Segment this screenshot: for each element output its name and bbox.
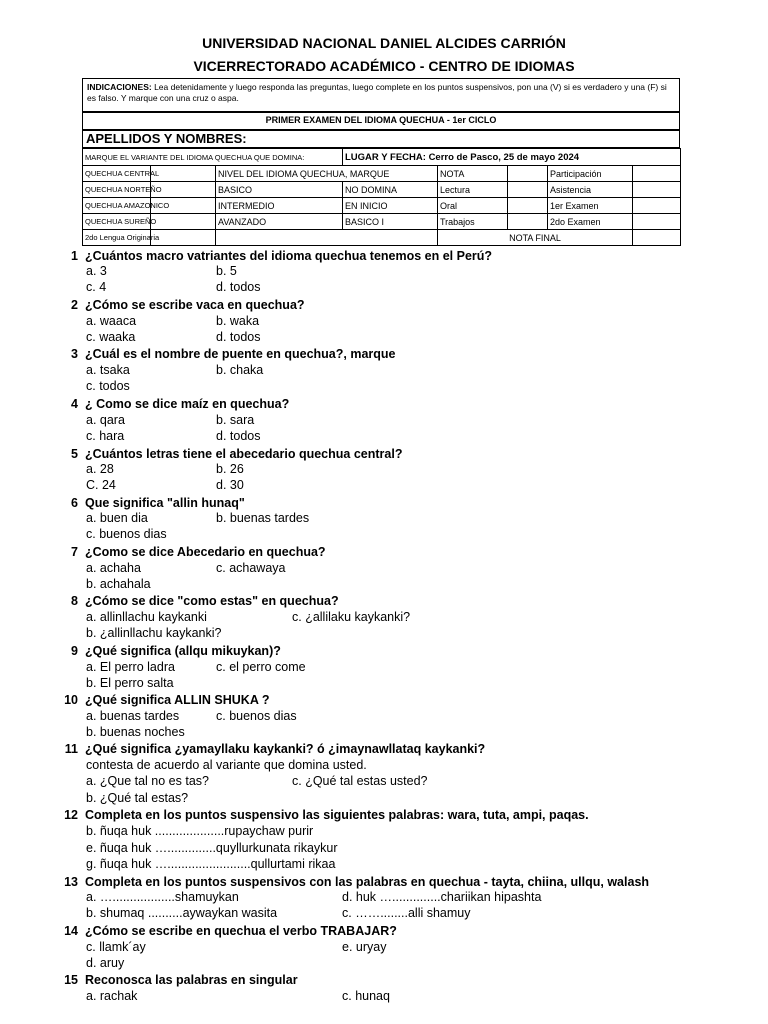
question-number: 6 (71, 496, 78, 510)
indications-box (82, 78, 680, 112)
answer-option[interactable]: a. 3 (86, 264, 107, 278)
question-number: 13 (64, 875, 78, 889)
answer-option[interactable]: d. huk …..............chariikan hipashta (342, 890, 542, 904)
answer-option[interactable]: a. qara (86, 413, 125, 427)
variant-segunda-lengua: 2do Lengua Originaria (83, 230, 151, 246)
answer-option[interactable]: a. waaca (86, 314, 137, 328)
answer-option[interactable]: c. ¿Qué tal estas usted? (292, 774, 428, 788)
question-text: ¿Como se dice Abecedario en quechua? (85, 545, 326, 559)
question-text: ¿Cuál es el nombre de puente en quechua?, marque (85, 347, 396, 361)
answer-option[interactable]: b. buenas tardes (216, 511, 310, 525)
place-date: LUGAR Y FECHA: Cerro de Pasco, 25 de mayo 2024 (343, 149, 681, 166)
grade-cell[interactable] (508, 214, 548, 230)
question-number: 4 (71, 397, 78, 411)
grade-cell[interactable] (508, 198, 548, 214)
variant-mark-box[interactable] (151, 214, 216, 230)
exam-title: PRIMER EXAMEN DEL IDIOMA QUECHUA - 1er CICLO (82, 112, 680, 130)
eval-asistencia: Asistencia (548, 182, 633, 198)
variant-central: QUECHUA CENTRAL (83, 166, 151, 182)
answer-option[interactable]: b. ñuqa huk ....................rupaychaw purir (86, 824, 314, 838)
variant-sureno: QUECHUA SUREÑO (83, 214, 151, 230)
question-number: 2 (71, 298, 78, 312)
question-text: ¿ Como se dice maíz en quechua? (85, 397, 290, 411)
grade-cell[interactable] (633, 166, 681, 182)
nota-final: NOTA FINAL (438, 230, 633, 246)
question-text: Que significa "allin hunaq" (85, 496, 245, 510)
level-avanzado[interactable]: AVANZADO (216, 214, 343, 230)
answer-option[interactable]: c. llamk´ay (86, 940, 146, 954)
answer-option[interactable]: a. El perro ladra (86, 660, 175, 674)
question-text: Reconosca las palabras en singular (85, 973, 298, 987)
names-field[interactable]: APELLIDOS Y NOMBRES: (82, 130, 680, 148)
nota-oral: Oral (438, 198, 508, 214)
answer-option[interactable]: b. waka (216, 314, 260, 328)
question-instruction: contesta de acuerdo al variante que domina usted. (86, 758, 367, 772)
answer-option[interactable]: c. 4 (86, 280, 107, 294)
question-text: ¿Cuántos letras tiene el abecedario quechua central? (85, 447, 403, 461)
department-title: VICERRECTORADO ACADÉMICO - CENTRO DE IDIOMAS (193, 58, 575, 74)
nota-lectura: Lectura (438, 182, 508, 198)
answer-option[interactable]: a. buen dia (86, 511, 148, 525)
question-number: 7 (71, 545, 78, 559)
answer-option[interactable]: a. allinllachu kaykanki (86, 610, 207, 624)
grade-cell[interactable] (508, 182, 548, 198)
answer-option[interactable]: C. 24 (86, 478, 116, 492)
answer-option[interactable]: c. hunaq (342, 989, 390, 1003)
answer-option[interactable]: d. todos (216, 280, 261, 294)
answer-option[interactable]: b. ¿allinllachu kaykanki? (86, 626, 222, 640)
answer-option[interactable]: c. buenos dias (86, 527, 167, 541)
answer-option[interactable]: b. 5 (216, 264, 237, 278)
question-number: 8 (71, 594, 78, 608)
question-number: 10 (64, 693, 78, 707)
answer-option[interactable]: b. chaka (216, 363, 264, 377)
question-number: 15 (64, 973, 78, 987)
answer-option[interactable]: c. ……........alli shamuy (342, 906, 471, 920)
question-number: 3 (71, 347, 78, 361)
question-text: ¿Qué significa ALLIN SHUKA ? (85, 693, 270, 707)
answer-option[interactable]: c. el perro come (216, 660, 306, 674)
answer-option[interactable]: d. aruy (86, 956, 125, 970)
answer-option[interactable]: a. achaha (86, 561, 141, 575)
grade-cell[interactable] (633, 182, 681, 198)
answer-option[interactable]: g. ñuqa huk …........................qullurtami rikaa (86, 857, 336, 871)
answer-option[interactable]: c. waaka (86, 330, 136, 344)
answer-option[interactable]: c. hara (86, 429, 125, 443)
eval-participacion: Participación (548, 166, 633, 182)
answer-option[interactable]: c. achawaya (216, 561, 286, 575)
answer-option[interactable]: c. ¿allilaku kaykanki? (292, 610, 411, 624)
question-text: ¿Cómo se escribe vaca en quechua? (85, 298, 305, 312)
empty-cell (216, 230, 438, 246)
variant-mark-box[interactable] (151, 230, 216, 246)
answer-option[interactable]: b. sara (216, 413, 255, 427)
question-number: 9 (71, 644, 78, 658)
question-text: ¿Cómo se dice "como estas" en quechua? (85, 594, 339, 608)
grade-cell[interactable] (633, 214, 681, 230)
question-number: 14 (64, 924, 78, 938)
grade-cell[interactable] (508, 166, 548, 182)
answer-option[interactable]: b. shumaq ..........aywaykan wasita (86, 906, 278, 920)
question-text: ¿Cómo se escribe en quechua el verbo TRABAJAR? (85, 924, 397, 938)
variant-label: MARQUE EL VARIANTE DEL IDIOMA QUECHUA QUE DOMINA: (83, 149, 343, 166)
answer-option[interactable]: b. buenas noches (86, 725, 185, 739)
level-basico[interactable]: BASICO (216, 182, 343, 198)
grade-cell[interactable] (633, 230, 681, 246)
answer-option[interactable]: a. 28 (86, 462, 114, 476)
question-number: 12 (64, 808, 78, 822)
answer-option[interactable]: a. buenas tardes (86, 709, 180, 723)
question-number: 1 (71, 249, 78, 263)
answer-option[interactable]: b. 26 (216, 462, 244, 476)
answer-option[interactable]: c. buenos dias (216, 709, 297, 723)
answer-option[interactable]: d. todos (216, 429, 261, 443)
answer-option[interactable]: b. achahala (86, 577, 151, 591)
answer-option[interactable]: a. rachak (86, 989, 138, 1003)
variant-amazonico: QUECHUA AMAZONICO (83, 198, 151, 214)
answer-option[interactable]: d. 30 (216, 478, 244, 492)
question-text: ¿Qué significa ¿yamayllaku kaykanki? ó ¿imaynawllataq kaykanki? (85, 742, 486, 756)
question-text: Completa en los puntos suspensivo las siguientes palabras: wara, tuta, ampi, paqas. (85, 808, 589, 822)
question-number: 11 (64, 742, 78, 756)
answer-option[interactable]: b. ¿Qué tal estas? (86, 791, 189, 805)
indications-text: Lea detenidamente y luego responda las preguntas, luego complete en los puntos suspensivos, pon una (V) si es verdadero y una (F) si es falso. Y marque con una cruz o aspa. (87, 82, 667, 103)
grade-cell[interactable] (633, 198, 681, 214)
answer-option[interactable]: c. todos (86, 379, 130, 393)
nota-header: NOTA (438, 166, 508, 182)
answer-option[interactable]: d. todos (216, 330, 261, 344)
question-text: ¿Qué significa (allqu mikuykan)? (85, 644, 281, 658)
answer-option[interactable]: b. El perro salta (86, 676, 174, 690)
answer-option[interactable]: e. ñuqa huk …..............quyllurkunata rikaykur (86, 841, 338, 855)
question-text: Completa en los puntos suspensivos con las palabras en quechua - tayta, chiina, ullqu, walash (85, 875, 650, 889)
answer-option[interactable]: e. uryay (342, 940, 387, 954)
status-basico-i[interactable]: BASICO I (343, 214, 438, 230)
status-en-inicio[interactable]: EN INICIO (343, 198, 438, 214)
indications-label: INDICACIONES: (87, 82, 152, 92)
variant-mark-box[interactable] (151, 166, 216, 182)
level-intermedio[interactable]: INTERMEDIO (216, 198, 343, 214)
nota-trabajos: Trabajos (438, 214, 508, 230)
level-header: NIVEL DEL IDIOMA QUECHUA, MARQUE (216, 166, 438, 182)
question-number: 5 (71, 447, 78, 461)
eval-examen-1: 1er Examen (548, 198, 633, 214)
answer-option[interactable]: a. ¿Que tal no es tas? (86, 774, 209, 788)
answer-option[interactable]: a. tsaka (86, 363, 130, 377)
eval-examen-2: 2do Examen (548, 214, 633, 230)
info-grid (82, 148, 681, 246)
variant-norteno: QUECHUA NORTEÑO (83, 182, 151, 198)
university-title: UNIVERSIDAD NACIONAL DANIEL ALCIDES CARRIÓN (202, 35, 566, 51)
question-text: ¿Cuántos macro vatriantes del idioma quechua tenemos en el Perú? (85, 249, 493, 263)
answer-option[interactable]: a. …..................shamuykan (86, 890, 239, 904)
status-no-domina[interactable]: NO DOMINA (343, 182, 438, 198)
